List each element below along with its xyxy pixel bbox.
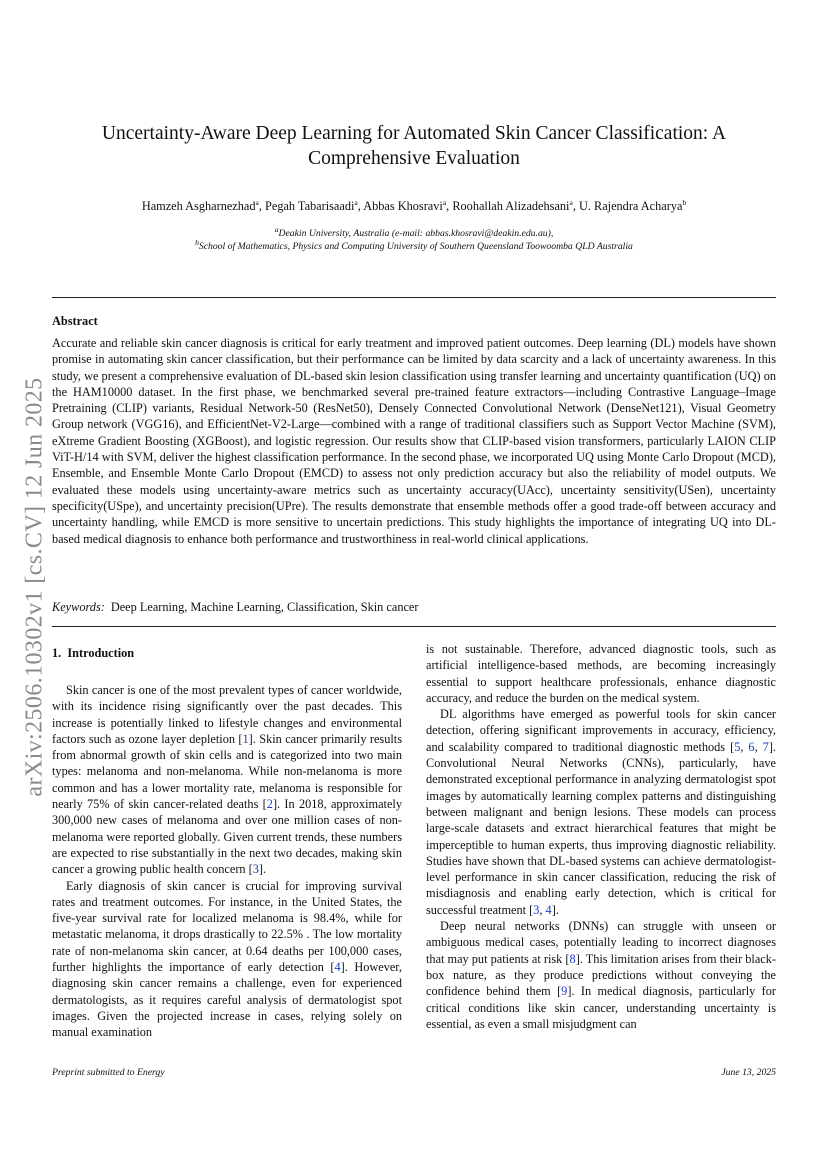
affiliation-b-text: School of Mathematics, Physics and Computing University of Southern Queensland Toowoomba QLD Australia — [198, 241, 633, 253]
author — [452, 199, 572, 213]
citation-link[interactable]: 3 — [533, 902, 540, 917]
top-divider — [52, 297, 776, 298]
author — [142, 199, 259, 213]
paragraph: DL algorithms have emerged as powerful tools for skin cancer detection, offering significant improvements in accuracy, efficiency, and scalability compared to traditional diagnostic methods [5, 6, 7]. Convolutional Neural Networks (CNNs), particularly, have demonstrated exceptional performance in analyzing dermatologist spot images by automatically learning complex patterns and distinguishing between malignant and benign lesions. These models can process large-scale datasets and extract hierarchical features that might be imperceptible to human experts, thus improving diagnostic reliability. Studies have shown that DL-based systems can achieve dermatologist-level performance in skin cancer classification, reducing the risk of misdiagnosis and enabling early detection, which is critical for successful treatment [3, 4]. — [426, 707, 776, 917]
section-number: 1. — [52, 646, 62, 660]
author-name: Roohallah Alizadehsani — [452, 199, 570, 214]
left-column — [52, 682, 402, 1041]
author-affiliation-mark: a — [442, 198, 447, 207]
author-name: U. Rajendra Acharya — [578, 199, 683, 214]
keywords-text: Deep Learning, Machine Learning, Classification, Skin cancer — [110, 600, 419, 614]
citation-link[interactable]: 3 — [252, 862, 259, 877]
author-affiliation-mark: a — [255, 198, 259, 207]
paper-title: Uncertainty-Aware Deep Learning for Automated Skin Cancer Classification: A Comprehensive Evaluation — [101, 123, 727, 169]
author-name: Abbas Khosravi — [363, 199, 443, 214]
bottom-divider — [52, 626, 776, 627]
paragraph: Early diagnosis of skin cancer is crucial for improving survival rates and treatment outcomes. For instance, in the United States, the five-year survival rate for localized melanoma is 98.4%, while for metastatic melanoma, it drops drastically to 22.5% . The low mortality rate of non-melanoma skin cancer, at 0.64 deaths per 100,000 cases, further highlights the importance of early detection [4]. However, diagnosing skin cancer remains a challenge, even for experienced dermatologists, as it requires careful analysis of dermatologist spot images. Given the projected increase in cases, relying solely on manual examination — [52, 878, 402, 1040]
citation-link[interactable]: 8 — [569, 951, 576, 966]
citation-link[interactable]: 5 — [734, 739, 741, 754]
citation-link[interactable]: 4 — [334, 960, 341, 975]
paragraph: Deep neural networks (DNNs) can struggle with unseen or ambiguous medical cases, potentially leading to incorrect diagnoses that may put patients at risk [8]. This limitation arises from their black-box nature, as they produce predictions without conveying the confidence behind them [9]. In medical diagnosis, particularly for critical conditions like skin cancer, understanding uncertainty is essential, as even a small misjudgment can — [426, 919, 777, 1031]
abstract-heading: Abstract — [52, 314, 98, 328]
affiliation-a-text: Deakin University, Australia (e-mail: abbas.khosravi@deakin.edu.au), — [278, 228, 554, 240]
keywords-label: Keywords: — [52, 600, 105, 614]
author-name: Hamzeh Asgharnezhad — [141, 199, 256, 214]
paragraph: is not sustainable. Therefore, advanced diagnostic tools, such as artificial intelligence-based methods, are becoming increasingly essential to support healthcare professionals, enhance diagnostic accuracy, and reduce the burden on the medical system. — [426, 642, 776, 705]
arxiv-sidebar-stamp — [22, 343, 48, 831]
author-list: Hamzeh Asgharnezhad$^a$, Pegah Tabarisaadi$^a$, Abbas Khosravi$^a$, Roohallah Alizadehsani$^a$, U. Rajendra Acharya$^b$ — [141, 198, 687, 214]
paragraph: Skin cancer is one of the most prevalent types of cancer worldwide, with its incidence rising significantly over the past decades. This increase is potentially linked to lifestyle changes and environmental factors such as ozone layer depletion [1]. Skin cancer primarily results from abnormal growth of skin cells and is categorized into two main types: melanoma and non-melanoma. While non-melanoma is more common and has a lower mortality rate, melanoma is responsible for nearly 75% of skin cancer-related deaths [2]. In 2018, approximately 300,000 new cases of melanoma and over one million cases of non-melanoma were reported globally. Given current trends, these numbers are expected to rise substantially in the next two decades, making skin cancer a growing public health concern [3]. — [52, 683, 402, 877]
author-name: Pegah Tabarisaadi — [265, 199, 355, 214]
section-heading — [52, 646, 134, 661]
author — [363, 199, 446, 213]
arxiv-id: arXiv:2506.10302v1 [cs.CV] 12 Jun 2025 — [22, 377, 48, 797]
author-affiliation-mark: b — [682, 198, 687, 207]
abstract-body: Accurate and reliable skin cancer diagnosis is critical for early treatment and improved patient outcomes. Deep learning (DL) models have shown promise in automating skin cancer classification, but their performance can be limited by data scarcity and a lack of uncertainty awareness. In this study, we present a comprehensive evaluation of DL-based skin lesion classification using transfer learning and uncertainty quantification (UQ) on the HAM10000 dataset. In the first phase, we benchmarked several pre-trained feature extractors—including Contrastive Language–Image Pretraining (CLIP) variants, Residual Network-50 (ResNet50), Densely Connected Convolutional Network (DenseNet121), Visual Geometry Group network (VGG16), and EfficientNet-V2-Large—combined with a range of traditional classifiers such as Support Vector Machine (SVM), eXtreme Gradient Boosting (XGBoost), and logistic regression. Our results show that CLIP-based vision transformers, particularly LAION CLIP ViT-H/14 with SVM, deliver the highest classification performance. In the second phase, we incorporated UQ using Monte Carlo Dropout (MCD), Ensemble, and Ensemble Monte Carlo Dropout (EMCD) to assess not only prediction accuracy but also the reliability of model outputs. We evaluated these models using uncertainty-aware metrics such as uncertainty accuracy(UAcc), uncertainty sensitivity(USen), uncertainty specificity(USpe), and uncertainty precision(UPre). The results demonstrate that ensemble methods offer a good trade-off between accuracy and uncertainty handling, while EMCD is more sensitive to uncertain predictions. This study highlights the importance of integrating UQ into DL-based medical diagnosis to enhance both performance and trustworthiness in real-world clinical applications. — [52, 336, 776, 546]
right-column — [426, 641, 776, 1032]
keywords — [52, 599, 776, 615]
affiliation-b — [60, 237, 768, 253]
citation-link[interactable]: 6 — [748, 739, 755, 754]
citation-link[interactable]: 1 — [242, 731, 249, 746]
affiliation-a-mark: a — [274, 225, 279, 234]
author — [265, 199, 358, 213]
footer-date: June 13, 2025 — [721, 1067, 776, 1078]
citation-link[interactable]: 2 — [266, 797, 273, 812]
citation-link[interactable]: 4 — [545, 902, 552, 917]
author-affiliation-mark: a — [569, 198, 573, 207]
author — [579, 199, 686, 213]
citation-link[interactable]: 9 — [561, 984, 568, 999]
affiliation-b-mark: b — [195, 238, 199, 247]
author-affiliation-mark: a — [354, 198, 358, 207]
footer-note: Preprint submitted to Energy — [52, 1067, 165, 1078]
citation-link[interactable]: 7 — [762, 739, 769, 754]
section-title: Introduction — [67, 646, 135, 660]
